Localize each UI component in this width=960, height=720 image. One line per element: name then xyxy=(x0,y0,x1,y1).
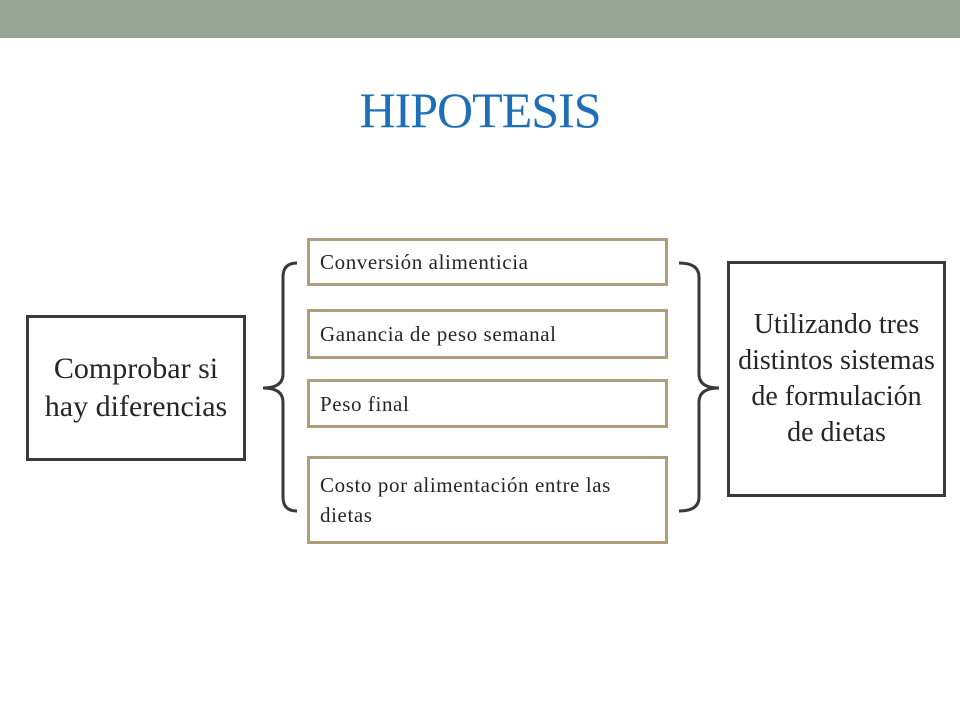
top-accent-bar xyxy=(0,0,960,38)
item-label: Peso final xyxy=(320,391,410,416)
item-label: Conversión alimenticia xyxy=(320,250,529,274)
item-box-ganancia xyxy=(307,309,668,359)
right-curly-bracket xyxy=(679,263,719,511)
left-curly-bracket xyxy=(263,263,297,511)
item-box-peso-final xyxy=(307,379,668,428)
item-box-conversion xyxy=(307,238,668,286)
item-label: Costo por alimentación entre las dietas xyxy=(320,473,611,527)
item-label: Ganancia de peso semanal xyxy=(320,322,557,346)
item-box-costo xyxy=(307,456,668,544)
left-box-comprobar: Comprobar si hay diferencias xyxy=(26,315,246,461)
right-box-utilizando: Utilizando tres distintos sistemas de formulación de dietas xyxy=(727,261,946,497)
slide-title: HIPOTESIS xyxy=(359,82,601,138)
